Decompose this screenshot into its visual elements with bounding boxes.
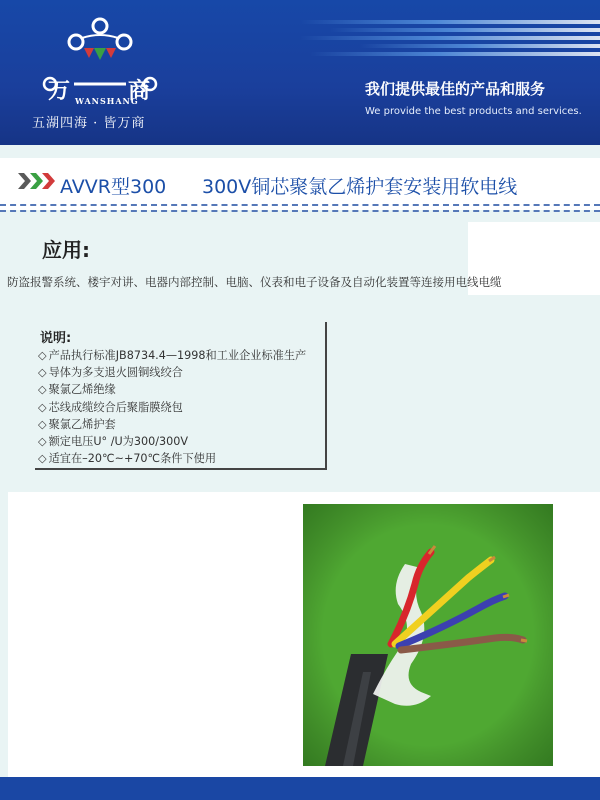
list-item-text: 聚氯乙烯护套 [48, 417, 116, 431]
application-text: 防盗报警系统、楼宇对讲、电器内部控制、电脑、仪表和电子设备及自动化装置等连接用电线电缆 [7, 275, 502, 289]
list-item-text: 聚氯乙烯绝缘 [48, 383, 116, 397]
header-decorative-stripes [300, 18, 600, 62]
list-item [38, 381, 306, 398]
company-logo[interactable] [30, 14, 170, 131]
tagline-english: We provide the best products and services. [365, 106, 582, 117]
diamond-bullet-icon: ◇ [38, 366, 47, 380]
list-item [38, 364, 306, 381]
notes-title: 说明: [40, 331, 72, 346]
list-item-text: 导体为多支退火圆铜线绞合 [48, 366, 183, 380]
logo-slogan: 五湖四海 · 皆万商 [32, 116, 146, 131]
cable-photo [303, 504, 553, 766]
logo-english-name: WANSHANG [75, 96, 139, 106]
logo-char-right: 商 [128, 78, 151, 104]
list-item [38, 433, 306, 450]
list-item [38, 399, 306, 416]
divider-dashed-1 [0, 204, 600, 206]
notes-list [38, 347, 306, 467]
divider-dashed-2 [0, 210, 600, 212]
diamond-bullet-icon: ◇ [38, 452, 47, 466]
diamond-bullet-icon: ◇ [38, 400, 47, 414]
application-heading: 应用: [42, 238, 90, 262]
diamond-bullet-icon: ◇ [38, 349, 47, 362]
diamond-bullet-icon: ◇ [38, 383, 47, 397]
footer-bar [0, 777, 600, 800]
logo-char-left: 万 [48, 78, 71, 104]
list-item [38, 416, 306, 433]
list-item-text: 适宜在–20℃~+70℃条件下使用 [48, 452, 217, 466]
list-item-text: 产品执行标准JB8734.4—1998和工业企业标准生产 [48, 349, 307, 362]
tagline-chinese: 我们提供最佳的产品和服务 [365, 80, 546, 98]
diamond-bullet-icon: ◇ [38, 417, 47, 431]
list-item [38, 347, 306, 364]
product-title: 300V铜芯聚氯乙烯护套安装用软电线 [202, 176, 518, 198]
list-item [38, 450, 306, 467]
chevron-arrows-icon [18, 173, 58, 189]
header-banner [0, 0, 600, 145]
list-item-text: 芯线成缆绞合后聚脂膜绕包 [48, 400, 183, 414]
product-model: AVVR型300 [60, 176, 167, 198]
diamond-bullet-icon: ◇ [38, 434, 47, 448]
list-item-text: 额定电压U° /U为300/300V [48, 434, 188, 448]
